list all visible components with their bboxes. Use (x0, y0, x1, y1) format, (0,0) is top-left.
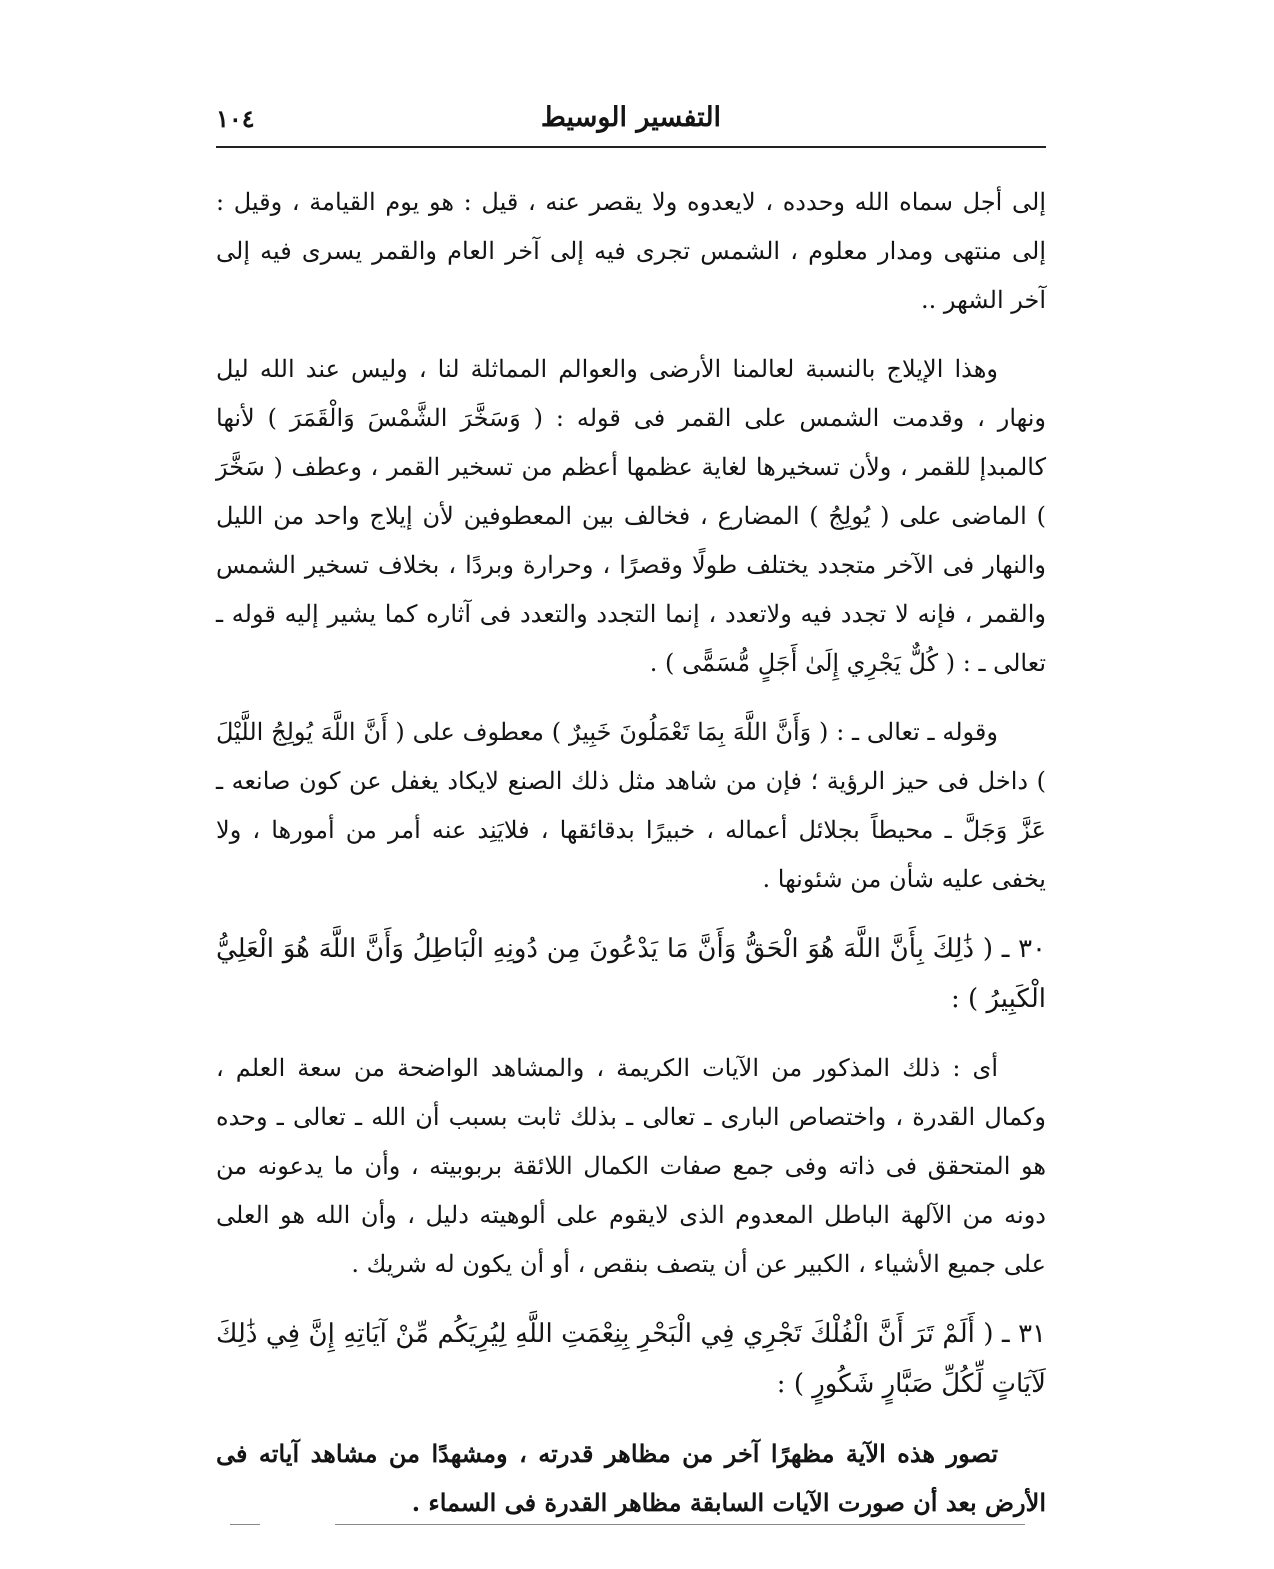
verse-31: ٣١ ـ ( أَلَمْ تَرَ أَنَّ الْفُلْكَ تَجْرِي فِي الْبَحْرِ بِنِعْمَتِ اللَّهِ لِيُرِيَكُم مِّنْ آيَاتِهِ إِنَّ فِي ذَٰلِكَ لَآيَاتٍ لِّكُلِّ صَبَّارٍ شَكُورٍ ) : (216, 1319, 1046, 1399)
page-header (216, 100, 1046, 148)
paragraph-tafsir-30: أى : ذلك المذكور من الآيات الكريمة ، والمشاهد الواضحة من سعة العلم ، وكمال القدرة ، واختصاص البارى ـ تعالى ـ بذلك ثابت بسبب أن الله ـ تعالى ـ وحده هو المتحقق فى ذاته وفى جمع صفات الكمال اللائقة بربوبيته ، وأن ما يدعونه من دونه من الآلهة الباطل المعدوم الذى لايقوم على ألوهيته دليل ، وأن الله هو العلى على جميع الأشياء ، الكبير عن أن يتصف بنقص ، أو أن يكون له شريك . (216, 1054, 1046, 1278)
paragraph-ilaj: وهذا الإيلاج بالنسبة لعالمنا الأرضى والعوالم المماثلة لنا ، وليس عند الله ليل ونهار ، وقدمت الشمس على القمر فى قوله : ( وَسَخَّرَ الشَّمْسَ وَالْقَمَرَ ) لأنها كالمبدإ للقمر ، ولأن تسخيرها لغاية عظمها أعظم من تسخير القمر ، وعطف ( سَخَّرَ ) الماضى على ( يُولِجُ ) المضارع ، فخالف بين المعطوفين لأن إيلاج واحد من الليل والنهار فى الآخر متجدد يختلف طولًا وقصرًا ، وحرارة وبردًا ، بخلاف تسخير الشمس والقمر ، فإنه لا تجدد فيه ولاتعدد ، إنما التجدد والتعدد فى آثاره كما يشير إليه قوله ـ تعالى ـ : ( كُلٌّ يَجْرِي إِلَىٰ أَجَلٍ مُّسَمًّى ) . (216, 355, 1046, 677)
paragraph-khabir: وقوله ـ تعالى ـ : ( وَأَنَّ اللَّهَ بِمَا تَعْمَلُونَ خَبِيرٌ ) معطوف على ( أَنَّ اللَّهَ يُولِجُ اللَّيْلَ ) داخل فى حيز الرؤية ؛ فإن من شاهد مثل ذلك الصنع لايكاد يغفل عن كون صانعه ـ عَزَّ وَجَلَّ ـ محيطاً بجلائل أعماله ، خبيرًا بدقائقها ، فلايَنِد عنه أمر من أمورها ، ولا يخفى عليه شأن من شئونها . (216, 718, 1046, 893)
paragraph-intro: إلى أجل سماه الله وحدده ، لايعدوه ولا يقصر عنه ، قيل : هو يوم القيامة ، وقيل : إلى منتهى ومدار معلوم ، الشمس تجرى فيه إلى آخر العام والقمر يسرى فيه إلى آخر الشهر .. (216, 188, 1046, 314)
footer-rule (335, 1524, 1025, 1525)
running-title: التفسير الوسيط (540, 102, 722, 133)
verse-30: ٣٠ ـ ( ذَٰلِكَ بِأَنَّ اللَّهَ هُوَ الْحَقُّ وَأَنَّ مَا يَدْعُونَ مِن دُونِهِ الْبَاطِلُ وَأَنَّ اللَّهَ هُوَ الْعَلِيُّ الْكَبِيرُ ) : (216, 934, 1046, 1014)
paragraph-tafsir-31: تصور هذه الآية مظهرًا آخر من مظاهر قدرته ، ومشهدًا من مشاهد آياته فى الأرض بعد أن صورت الآيات السابقة مظاهر القدرة فى السماء . (216, 1439, 1046, 1517)
page-number: ١٠٤ (216, 104, 255, 133)
page-body (216, 178, 1046, 1527)
footer-rule-short (230, 1524, 260, 1525)
